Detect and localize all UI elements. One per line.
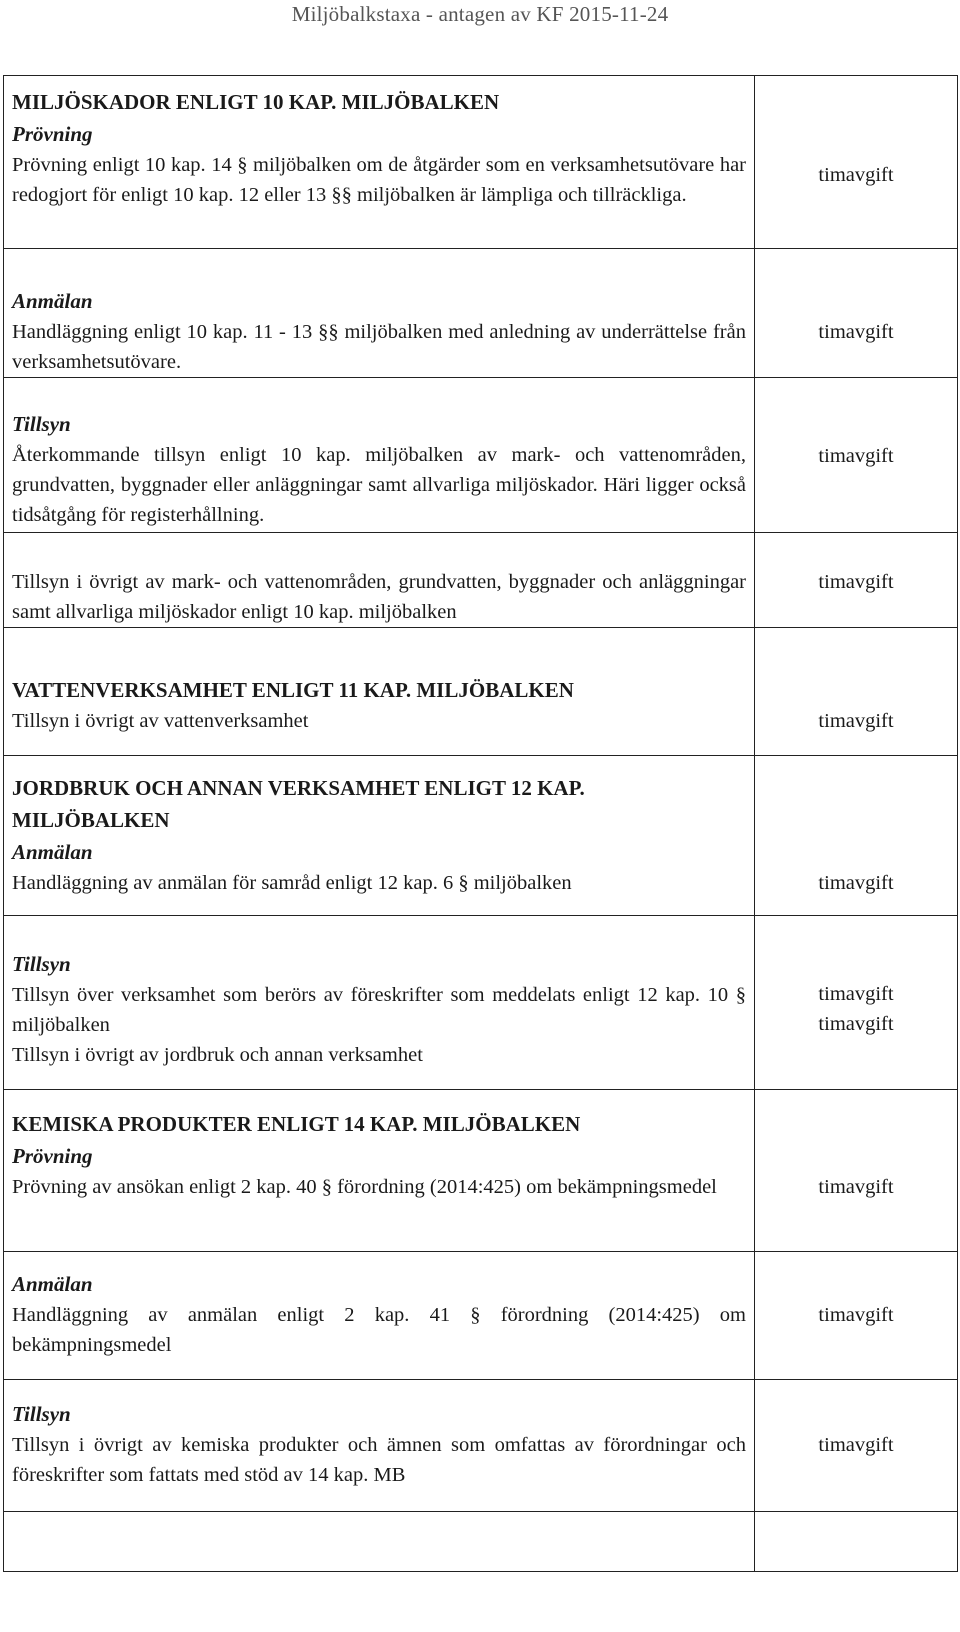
fee-cell: [755, 916, 958, 1090]
table-row: [4, 756, 958, 916]
subheading: Prövning: [12, 122, 93, 146]
row-description: Handläggning av anmälan för samråd enligt 12 kap. 6 § miljöbalken: [12, 872, 572, 894]
fee-cell: [755, 628, 958, 756]
row-description: Tillsyn i övrigt av kemiska produkter och ämnen som omfattas av förordningar och föreskrifter som fattats med stöd av 14 kap. MB: [12, 1434, 746, 1486]
section-title: JORDBRUK OCH ANNAN VERKSAMHET ENLIGT 12 KAP. MILJÖBALKEN: [12, 776, 585, 832]
fee-cell: [755, 1252, 958, 1380]
empty-cell: [4, 1512, 755, 1572]
subheading: Tillsyn: [12, 1402, 71, 1426]
table-row: [4, 1252, 958, 1380]
fee-value: timavgift timavgift: [818, 983, 894, 1035]
subheading: Anmälan: [12, 1272, 93, 1296]
fee-cell: [755, 756, 958, 916]
section-title: KEMISKA PRODUKTER ENLIGT 14 KAP. MILJÖBALKEN: [12, 1112, 581, 1136]
fee-cell: [755, 378, 958, 533]
fee-cell: [755, 76, 958, 249]
description-cell: [4, 916, 755, 1090]
fee-cell: [755, 533, 958, 628]
row-description: Tillsyn i övrigt av mark- och vattenområden, grundvatten, byggnader och anläggningar samt allvarliga miljöskador enligt 10 kap. miljöbalken: [12, 571, 746, 623]
table-row: [4, 1380, 958, 1512]
description-cell: [4, 1380, 755, 1512]
row-description: Tillsyn i övrigt av vattenverksamhet: [12, 710, 309, 732]
row-description: Tillsyn över verksamhet som berörs av föreskrifter som meddelats enligt 12 kap. 10 § miljöbalken Tillsyn i övrigt av jordbruk och annan verksamhet: [12, 984, 746, 1066]
description-cell: [4, 249, 755, 378]
row-description: Handläggning av anmälan enligt 2 kap. 41 § förordning (2014:425) om bekämpningsmedel: [12, 1304, 746, 1356]
description-cell: [4, 756, 755, 916]
fee-value: timavgift: [818, 872, 894, 894]
table-row: [4, 249, 958, 378]
description-cell: [4, 378, 755, 533]
row-description: Återkommande tillsyn enligt 10 kap. miljöbalken av mark- och vattenområden, grundvatten, byggnader eller anläggningar samt allvarliga miljöskador. Häri ligger också tidsåtgång för registerhållning.: [12, 444, 746, 526]
section-title: MILJÖSKADOR ENLIGT 10 KAP. MILJÖBALKEN: [12, 90, 500, 114]
table-row: [4, 1090, 958, 1252]
fee-cell: [755, 249, 958, 378]
subheading: Anmälan: [12, 289, 93, 313]
table-row: [4, 533, 958, 628]
subheading: Anmälan: [12, 840, 93, 864]
fee-value: timavgift: [818, 1434, 894, 1456]
fee-value: timavgift: [818, 1304, 894, 1326]
fee-table: [3, 75, 958, 1572]
section-title: VATTENVERKSAMHET ENLIGT 11 KAP. MILJÖBALKEN: [12, 678, 574, 702]
fee-cell: [755, 1090, 958, 1252]
fee-value: timavgift: [818, 710, 894, 732]
page-header: Miljöbalkstaxa - antagen av KF 2015-11-24: [291, 2, 669, 26]
description-cell: [4, 76, 755, 249]
table-row: [4, 916, 958, 1090]
table-row: [4, 76, 958, 249]
subheading: Tillsyn: [12, 412, 71, 436]
fee-value: timavgift: [818, 445, 894, 467]
row-description: Prövning av ansökan enligt 2 kap. 40 § förordning (2014:425) om bekämpningsmedel: [12, 1176, 717, 1198]
row-description: Prövning enligt 10 kap. 14 § miljöbalken om de åtgärder som en verksamhetsutövare har redogjort för enligt 10 kap. 12 eller 13 §§ miljöbalken är lämpliga och tillräckliga.: [12, 154, 746, 206]
empty-cell: [755, 1512, 958, 1572]
description-cell: [4, 533, 755, 628]
description-cell: [4, 1090, 755, 1252]
fee-cell: [755, 1380, 958, 1512]
subheading: Tillsyn: [12, 952, 71, 976]
table-row: [4, 378, 958, 533]
description-cell: [4, 628, 755, 756]
fee-value: timavgift: [818, 164, 894, 186]
fee-value: timavgift: [818, 571, 894, 593]
row-description: Handläggning enligt 10 kap. 11 - 13 §§ miljöbalken med anledning av underrättelse från verksamhetsutövare.: [12, 321, 746, 373]
subheading: Prövning: [12, 1144, 93, 1168]
description-cell: [4, 1252, 755, 1380]
fee-value: timavgift: [818, 1176, 894, 1198]
table-row-empty: [4, 1512, 958, 1572]
fee-value: timavgift: [818, 321, 894, 343]
table-row: [4, 628, 958, 756]
